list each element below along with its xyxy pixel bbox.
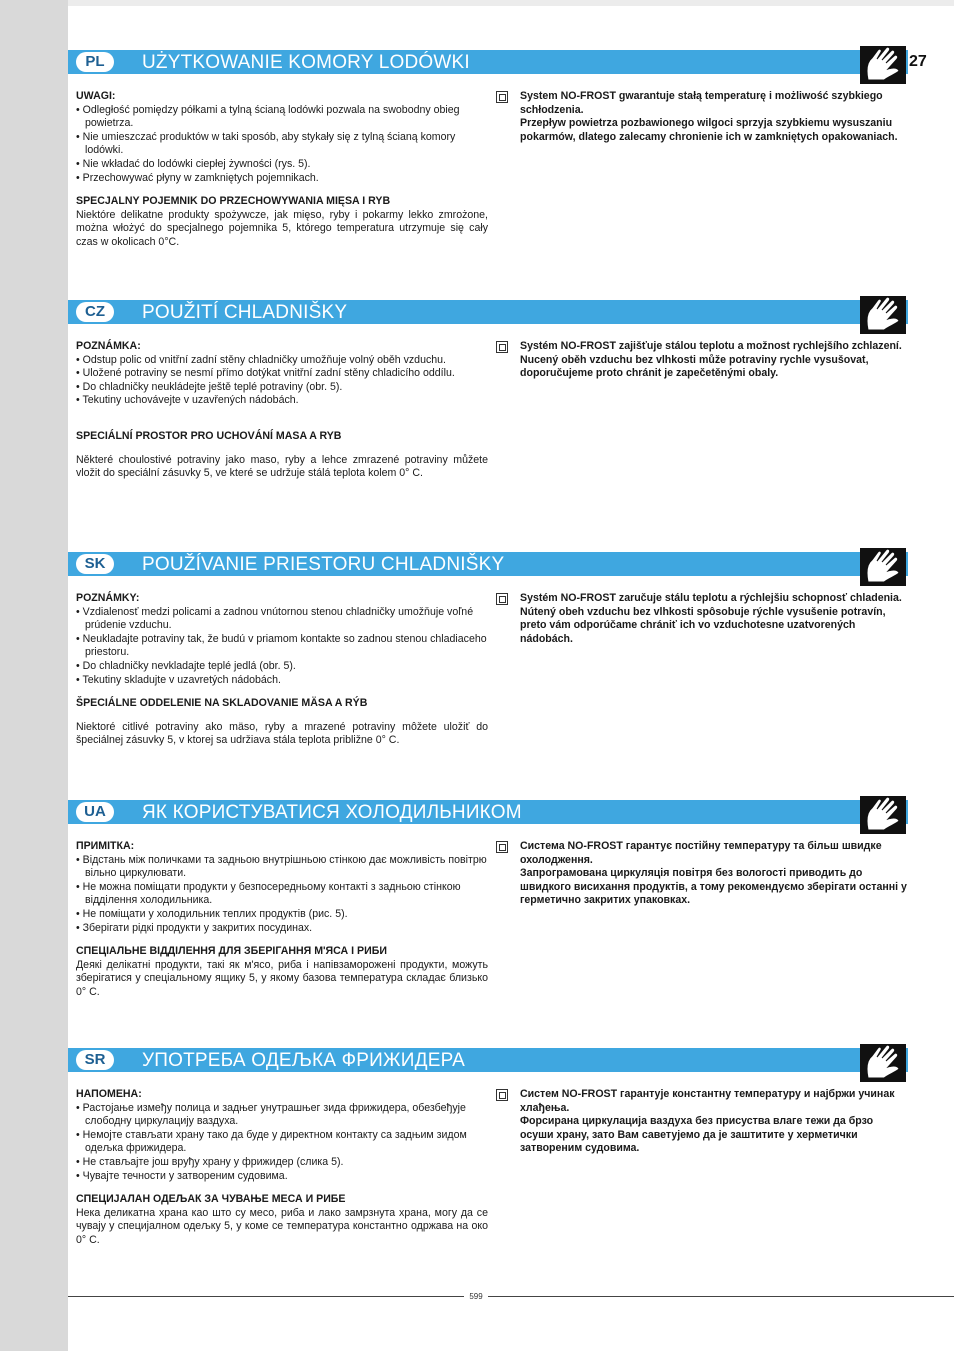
bullet-item: • Не поміщати у холодильник теплих продуктів (рис. 5).	[76, 908, 488, 922]
footer-rule	[68, 1296, 954, 1297]
nofrost-text: Система NO-FROST гарантує постійну температуру та більш швидке охолодження.	[520, 840, 882, 866]
nofrost-column	[496, 840, 908, 908]
section-banner	[68, 552, 908, 576]
section-sk	[68, 552, 954, 798]
bullet-item: • Do chladničky neukládejte ještě teplé potraviny (obr. 5).	[76, 381, 488, 395]
bullet-item: • Зберігати рідкі продукти у закритих посудинах.	[76, 922, 488, 936]
language-badge: PL	[76, 52, 114, 72]
paragraph: Нека деликатна храна као што су месо, риба и лако замрзнута храна, могу да се чувају у специјалном одељку 5, у коме се температура константно одржава на око 0° С.	[76, 1206, 488, 1246]
paragraph: Některé choulostivé potraviny jako maso, ryby a lehce zmrazené potraviny můžete vložit do speciální zásuvky 5, ve které se udržuje stálá teplota kolem 0° C.	[76, 453, 488, 480]
bullet-item: • Odległość pomiędzy półkami a tylną ścianą lodówki pozwala na swobodny obieg powietrza.	[76, 104, 488, 131]
section-banner	[68, 300, 908, 324]
notes-column	[76, 840, 488, 1000]
bullet-item: • Uložené potraviny se nesmí přímo dotýkat vnitřní zadní stěny chladicího oddílu.	[76, 367, 488, 381]
bullet-item: • Не стављајте још вруђу храну у фрижидер (слика 5).	[76, 1156, 488, 1170]
language-badge: SK	[76, 554, 114, 574]
sub-heading: SPECIÁLNÍ PROSTOR PRO UCHOVÁNÍ MASA A RYB	[76, 429, 342, 442]
nofrost-icon	[496, 593, 508, 605]
bullet-item: • Відстань між поличками та задньою внутрішньою стінкою дає можливість повітрю вільно циркулювати.	[76, 854, 488, 881]
section-title: POUŽITÍ CHLADNIŠKY	[142, 302, 348, 323]
bullet-item: • Чувајте течности у затвореним судовима.	[76, 1170, 488, 1184]
section-ua	[68, 800, 954, 1046]
notes-column	[76, 592, 488, 748]
nofrost-advice: Nútený obeh vzduchu bez vlhkosti spôsobuje rýchle vysušenie potravín, preto vám odporúčame chrániť ich vo vzduchotesne uzatvorených nádobách.	[520, 605, 886, 645]
section-title: UŻYTKOWANIE KOMORY LODÓWKI	[142, 52, 470, 73]
nofrost-column	[496, 592, 908, 646]
bullet-item: • Tekutiny uchovávejte v uzavřených nádobách.	[76, 394, 488, 408]
nofrost-column	[496, 340, 908, 381]
note-heading: POZNÁMKA:	[76, 340, 141, 352]
language-badge: SR	[76, 1050, 114, 1070]
section-banner	[68, 800, 908, 824]
nofrost-advice: Nucený oběh vzduchu bez vlhkosti může potraviny rychle vysušovat, doporučujeme proto chránit je zapečetěnými obaly.	[520, 353, 869, 380]
nofrost-text: Systém NO-FROST zajišťuje stálou teplotu a možnost rychlejšího zchlazení.	[520, 340, 902, 352]
bullet-item: • Vzdialenosť medzi policami a zadnou vnútornou stenou chladničky umožňuje voľné prúdenie vzduchu.	[76, 606, 488, 633]
bullet-item: • Nie wkładać do lodówki ciepłej żywności (rys. 5).	[76, 158, 488, 172]
page-footer	[68, 1291, 954, 1303]
hand-icon	[860, 40, 906, 84]
hand-icon	[860, 542, 906, 586]
bullet-item: • Tekutiny skladujte v uzavretých nádobách.	[76, 674, 488, 688]
paragraph: Niektóre delikatne produkty spożywcze, jak mięso, ryby i pokarmy lekko zmrożone, można włożyć do specjalnego pojemnika 5, którego temperatura utrzymuje się cały czas w okolicach 0°C.	[76, 208, 488, 248]
hand-icon	[860, 1038, 906, 1082]
bullet-item: • Немојте стављати храну тако да буде у директном контакту са задњим зидом одељка фрижидера.	[76, 1129, 488, 1156]
section-title: POUŽÍVANIE PRIESTORU CHLADNIŠKY	[142, 554, 505, 575]
nofrost-advice: Форсирана циркулација ваздуха без присуства влаге тежи да брзо осуши храну, зато Вам саветујемо да је заштитите у херметички затвореним судовима.	[520, 1115, 874, 1155]
hand-icon	[860, 790, 906, 834]
nofrost-icon	[496, 341, 508, 353]
bullet-item: • Odstup polic od vnitřní zadní stěny chladničky umožňuje volný oběh vzduchu.	[76, 354, 488, 368]
section-sr	[68, 1048, 954, 1288]
top-rule	[68, 0, 954, 6]
section-banner	[68, 50, 908, 74]
note-heading: UWAGI:	[76, 90, 116, 102]
nofrost-column	[496, 90, 908, 144]
sub-heading: SPECJALNY POJEMNIK DO PRZECHOWYWANIA MIĘSA I RYB	[76, 195, 391, 208]
note-heading: POZNÁMKY:	[76, 592, 140, 604]
bullet-item: • Przechowywać płyny w zamkniętych pojemnikach.	[76, 172, 488, 186]
nofrost-advice: Przepływ powietrza pozbawionego wilgoci sprzyja szybkiemu wysuszaniu pokarmów, dlatego zalecamy chronienie ich w zamkniętych opakowaniach.	[520, 117, 898, 143]
section-pl	[68, 50, 954, 300]
paragraph: Деякі делікатні продукти, такі як м'ясо, риба і напівзаморожені продукти, можуть зберігатися у спеціальному ящику 5, у якому базова температура складає близько 0° С.	[76, 958, 488, 998]
bullet-item: • Do chladničky nevkladajte teplé jedlá (obr. 5).	[76, 660, 488, 674]
bullet-item: • Nie umieszczać produktów w taki sposób, aby stykały się z tylną ścianą komory lodówki.	[76, 131, 488, 158]
nofrost-icon	[496, 1089, 508, 1101]
sub-heading: СПЕЦИЈАЛАН ОДЕЉАК ЗА ЧУВАЊЕ МЕСА И РИБЕ	[76, 1193, 346, 1206]
nofrost-column	[496, 1088, 908, 1156]
note-heading: НАПОМЕНА:	[76, 1088, 142, 1100]
notes-column	[76, 340, 488, 481]
nofrost-icon	[496, 841, 508, 853]
section-title: УПОТРЕБА ОДЕЉКА ФРИЖИДЕРА	[142, 1050, 466, 1071]
note-heading: ПРИМІТКА:	[76, 840, 135, 852]
section-title: ЯК КОРИСТУВАТИСЯ ХОЛОДИЛЬНИКОМ	[142, 802, 522, 823]
sub-heading: ŠPECIÁLNE ODDELENIE NA SKLADOVANIE MÄSA A RÝB	[76, 697, 368, 710]
nofrost-icon	[496, 91, 508, 103]
left-margin-bar	[0, 0, 68, 1351]
sub-heading: СПЕЦІАЛЬНЕ ВІДДІЛЕННЯ ДЛЯ ЗБЕРІГАННЯ М'ЯСА І РИБИ	[76, 945, 387, 958]
bullet-item: • Neukladajte potraviny tak, že budú v priamom kontakte so zadnou stenou chladiaceho priestoru.	[76, 633, 488, 660]
section-cz	[68, 300, 954, 550]
bullet-item: • Растојање између полица и задњег унутрашњег зида фрижидера, обезбеђује слободну циркулацију ваздуха.	[76, 1102, 488, 1129]
language-badge: CZ	[76, 302, 114, 322]
notes-column	[76, 1088, 488, 1248]
footer-code: 599	[464, 1291, 488, 1303]
nofrost-text: System NO-FROST gwarantuje stałą temperaturę i możliwość szybkiego schłodzenia.	[520, 90, 883, 116]
notes-column	[76, 90, 488, 250]
page-number: 27	[909, 53, 927, 70]
nofrost-text: Systém NO-FROST zaručuje stálu teplotu a rýchlejšiu schopnosť chladenia.	[520, 592, 902, 604]
paragraph: Niektoré citlivé potraviny ako mäso, ryby a mrazené potraviny môžete uložiť do špeciálnej zásuvky 5, v ktorej sa udržiava stála teplota približne 0° C.	[76, 720, 488, 747]
bullet-item: • Не можна поміщати продукти у безпосередньому контакті з задньою стінкою відділення холодильника.	[76, 881, 488, 908]
section-banner	[68, 1048, 908, 1072]
language-badge: UA	[76, 802, 114, 822]
hand-icon	[860, 290, 906, 334]
nofrost-advice: Запрограмована циркуляція повітря без вологості приводить до швидкого висихання продуктів, а тому рекомендуємо зберігати останні у герметично закритих упаковках.	[520, 867, 907, 907]
nofrost-text: Систем NO-FROST гарантује константну температуру и најбржи учинак хлађења.	[520, 1088, 895, 1114]
